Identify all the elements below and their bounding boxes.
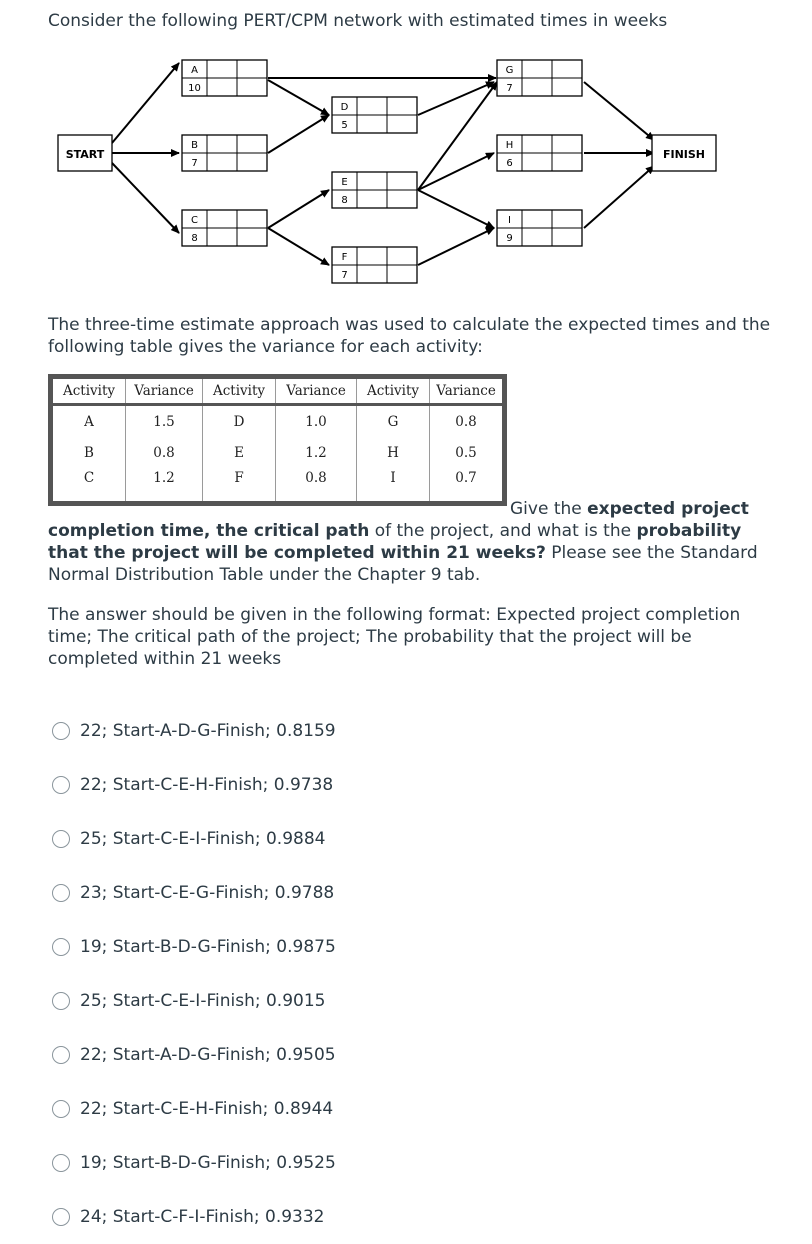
option-label[interactable]: 25; Start-C-E-I-Finish; 0.9884 <box>80 829 326 849</box>
network-arrow <box>268 80 329 115</box>
activity-node-d <box>332 97 417 133</box>
activity-name: B <box>191 140 198 151</box>
table-cell: F <box>203 468 276 504</box>
table-header-cell: Variance <box>126 377 203 405</box>
network-arrow <box>418 82 494 115</box>
network-arrow <box>584 82 654 140</box>
table-cell: 0.7 <box>430 468 505 504</box>
table-cell: I <box>357 468 430 504</box>
radio-button[interactable] <box>52 722 70 740</box>
option-label[interactable]: 22; Start-A-D-G-Finish; 0.8159 <box>80 721 336 741</box>
question-text-bold: probability that the project will be completed within 21 weeks? <box>48 521 742 563</box>
activity-node-h <box>497 135 582 171</box>
network-arrow <box>584 166 654 228</box>
radio-button[interactable] <box>52 884 70 902</box>
table-cell: C <box>51 468 126 504</box>
question-text-bold: expected project completion time, the critical path <box>48 499 749 541</box>
table-cell: 1.2 <box>276 437 357 468</box>
table-cell: A <box>51 405 126 438</box>
option-label[interactable]: 19; Start-B-D-G-Finish; 0.9525 <box>80 1153 336 1173</box>
network-nodes <box>58 60 716 283</box>
activity-time: 7 <box>341 270 348 281</box>
activity-name: I <box>508 215 511 226</box>
answer-option[interactable] <box>52 812 336 866</box>
start-label: START <box>65 148 105 161</box>
variance-table <box>48 374 507 506</box>
activity-time: 5 <box>341 120 348 131</box>
answer-option[interactable] <box>52 920 336 974</box>
activity-name: D <box>340 102 349 113</box>
radio-button[interactable] <box>52 830 70 848</box>
network-arrow <box>418 228 494 265</box>
finish-node <box>652 135 716 171</box>
activity-name: E <box>341 177 348 188</box>
network-arrow <box>418 190 494 228</box>
answer-option[interactable] <box>52 1028 336 1082</box>
network-arrow <box>418 153 494 190</box>
question-text: Give the <box>510 499 588 519</box>
table-row <box>51 437 505 468</box>
network-arrow <box>268 190 329 228</box>
activity-time: 10 <box>188 83 201 94</box>
activity-name: C <box>191 215 198 226</box>
answer-option[interactable] <box>52 1082 336 1136</box>
answer-option[interactable] <box>52 866 336 920</box>
option-label[interactable]: 23; Start-C-E-G-Finish; 0.9788 <box>80 883 335 903</box>
option-label[interactable]: 19; Start-B-D-G-Finish; 0.9875 <box>80 937 336 957</box>
table-header-cell: Activity <box>203 377 276 405</box>
table-cell: 0.8 <box>430 405 505 438</box>
question-paragraph <box>48 498 778 586</box>
activity-time: 7 <box>191 158 198 169</box>
table-cell: H <box>357 437 430 468</box>
radio-button[interactable] <box>52 992 70 1010</box>
intro-paragraph: The three-time estimate approach was used to calculate the expected times and the following table gives the variance for each activity: <box>48 315 771 357</box>
table-header-row <box>51 377 505 405</box>
option-label[interactable]: 22; Start-A-D-G-Finish; 0.9505 <box>80 1045 336 1065</box>
finish-label: FINISH <box>662 148 706 161</box>
network-arrow <box>112 163 179 233</box>
activity-name: A <box>191 65 198 76</box>
activity-node-i <box>497 210 582 246</box>
radio-button[interactable] <box>52 1046 70 1064</box>
answer-option[interactable] <box>52 704 336 758</box>
activity-node-g <box>497 60 582 96</box>
table-cell: D <box>203 405 276 438</box>
activity-name: F <box>341 252 348 263</box>
activity-node-f <box>332 247 417 283</box>
activity-node-a <box>182 60 267 96</box>
question-title: Consider the following PERT/CPM network with estimated times in weeks <box>48 11 668 31</box>
table-cell: 1.0 <box>276 405 357 438</box>
format-paragraph: The answer should be given in the following format: Expected project completion time; The critical path of the project; The probability that the project will be completed within 21 weeks <box>48 605 741 669</box>
table-header-cell: Activity <box>357 377 430 405</box>
activity-name: H <box>505 140 514 151</box>
table-header-cell: Activity <box>51 377 126 405</box>
answer-option[interactable] <box>52 1136 336 1190</box>
table-cell: B <box>51 437 126 468</box>
table-cell: 0.8 <box>276 468 357 504</box>
table-header-cell: Variance <box>430 377 505 405</box>
network-arrow <box>112 63 179 143</box>
activity-node-e <box>332 172 417 208</box>
radio-button[interactable] <box>52 1208 70 1226</box>
pert-network-diagram <box>0 0 812 300</box>
network-arrow <box>268 115 329 153</box>
network-arrow <box>268 228 329 265</box>
option-label[interactable]: 24; Start-C-F-I-Finish; 0.9332 <box>80 1207 325 1227</box>
activity-time: 8 <box>341 195 348 206</box>
activity-time: 7 <box>506 83 513 94</box>
start-node <box>58 135 112 171</box>
activity-time: 9 <box>506 233 513 244</box>
table-cell: 0.5 <box>430 437 505 468</box>
radio-button[interactable] <box>52 938 70 956</box>
activity-node-b <box>182 135 267 171</box>
answer-option[interactable] <box>52 758 336 812</box>
table-cell: 0.8 <box>126 437 203 468</box>
answer-options <box>52 704 336 1244</box>
answer-option[interactable] <box>52 974 336 1028</box>
question-text: of the project, and what is the <box>369 521 637 541</box>
radio-button[interactable] <box>52 1100 70 1118</box>
table-cell: G <box>357 405 430 438</box>
activity-node-c <box>182 210 267 246</box>
table-header-cell: Variance <box>276 377 357 405</box>
table-row <box>51 405 505 438</box>
activity-time: 6 <box>506 158 513 169</box>
option-label[interactable]: 22; Start-C-E-H-Finish; 0.9738 <box>80 775 334 795</box>
question-text: Please see the Standard Normal Distribution Table under the Chapter 9 tab. <box>48 543 758 585</box>
activity-name: G <box>505 65 514 76</box>
option-label[interactable]: 22; Start-C-E-H-Finish; 0.8944 <box>80 1099 334 1119</box>
radio-button[interactable] <box>52 1154 70 1172</box>
radio-button[interactable] <box>52 776 70 794</box>
table-cell: 1.5 <box>126 405 203 438</box>
table-cell: 1.2 <box>126 468 203 504</box>
table-cell: E <box>203 437 276 468</box>
option-label[interactable]: 25; Start-C-E-I-Finish; 0.9015 <box>80 991 326 1011</box>
answer-option[interactable] <box>52 1190 336 1244</box>
activity-time: 8 <box>191 233 198 244</box>
